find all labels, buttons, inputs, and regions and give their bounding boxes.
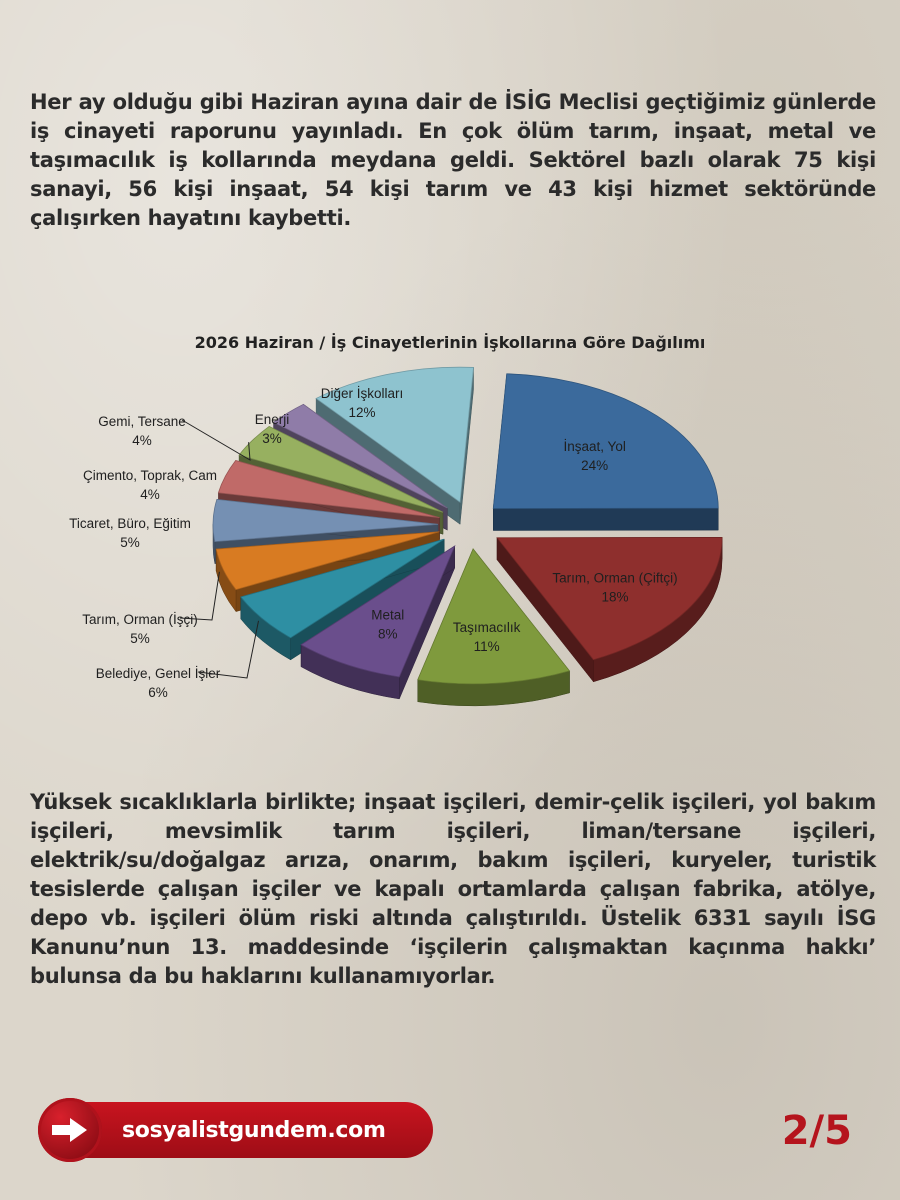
pie-chart — [0, 360, 900, 760]
slice-value-ticaret-buro-egitim: 5% — [120, 535, 140, 550]
leader-line-gemi-tersane — [182, 420, 250, 460]
slice-value-gemi-tersane: 4% — [132, 433, 152, 448]
slice-label-cimento-toprak-cam: Çimento, Toprak, Cam — [82, 468, 218, 483]
slice-label-gemi-tersane: Gemi, Tersane — [98, 414, 186, 429]
site-url-bar[interactable] — [76, 1102, 433, 1158]
slice-label-diger-iskollari: Diğer İşkolları — [320, 386, 404, 401]
slice-value-insaat-yol: 24% — [581, 458, 609, 474]
slice-value-diger-iskollari: 12% — [348, 405, 376, 420]
chart-title: 2026 Haziran / İş Cinayetlerinin İşkollarına Göre Dağılımı — [194, 333, 706, 352]
slice-label-metal: Metal — [371, 607, 405, 623]
site-badge[interactable] — [38, 1098, 433, 1162]
page-counter: 2/5 — [781, 1108, 852, 1154]
slice-value-cimento-toprak-cam: 4% — [140, 487, 160, 502]
outro-paragraph: Yüksek sıcaklıklarla birlikte; inşaat işçileri, demir-çelik işçileri, yol bakım işçileri, mevsimlik tarım işçileri, liman/tersane işçileri, elektrik/su/doğalgaz arıza, onarım, bakım işçileri, kuryeler, turistik tesislerde çalışan işçiler ve kapalı ortamlarda çalışan fabrika, atölye, depo vb. işçileri ölüm riski altında çalıştırıldı. Üstelik 6331 sayılı İSG Kanunu’nun 13. maddesinde ‘işçilerin çalışmaktan kaçınma hakkı’ bulunsa da bu haklarını kullanamıyorlar. — [30, 790, 876, 988]
slice-label-ticaret-buro-egitim: Ticaret, Büro, Eğitim — [69, 516, 191, 531]
site-url[interactable]: sosyalistgundem.com — [122, 1117, 386, 1143]
slice-value-tarim-orman-isci: 5% — [130, 631, 150, 646]
slice-label-enerji: Enerji — [254, 412, 290, 427]
intro-paragraph: Her ay olduğu gibi Haziran ayına dair de İSİG Meclisi geçtiğimiz günlerde iş cinayeti raporunu yayınladı. En çok ölüm tarım, inşaat, metal ve taşımacılık iş kollarında meydana geldi. Sektörel bazlı olarak 75 kişi sanayi, 56 kişi inşaat, 54 kişi tarım ve 43 kişi hizmet sektöründe çalışırken hayatını kaybetti. — [30, 90, 876, 230]
slice-label-insaat-yol: İnşaat, Yol — [563, 439, 626, 455]
slice-value-enerji: 3% — [262, 431, 282, 446]
arrow-right-icon — [38, 1098, 102, 1162]
slice-label-tasimacilik: Taşımacılık — [452, 620, 521, 636]
slice-value-belediye-genel-isler: 6% — [148, 685, 168, 700]
slice-value-tasimacilik: 11% — [473, 639, 500, 655]
slice-label-belediye-genel-isler: Belediye, Genel İşler — [95, 666, 221, 681]
slice-label-tarim-orman-ciftci: Tarım, Orman (Çiftçi) — [552, 570, 678, 586]
slice-value-tarim-orman-ciftci: 18% — [601, 589, 629, 605]
slice-label-tarim-orman-isci: Tarım, Orman (İşçi) — [82, 612, 198, 627]
slice-value-metal: 8% — [378, 626, 398, 642]
